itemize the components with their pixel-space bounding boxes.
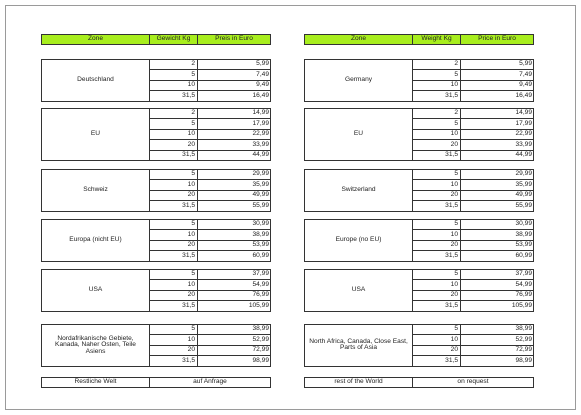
rate-row [150,119,270,129]
rate-row [413,356,533,365]
rate-row [413,170,533,180]
zone-column-header: Zone [42,35,150,44]
weight-cell: 10 [150,335,198,344]
rate-row [150,180,270,190]
price-cell: 52,99 [252,335,269,343]
price-cell: 98,99 [515,356,532,364]
weight-cell: 20 [150,346,198,355]
price-cell: 7,49 [256,70,269,78]
rate-row [413,70,533,80]
price-cell: 35,99 [515,180,532,188]
price-cell: 33,99 [515,140,532,148]
price-cell: 22,99 [515,130,532,138]
price-sheet [5,5,576,410]
price-cell: 33,99 [252,140,269,148]
rate-row [413,280,533,290]
rate-row [150,241,270,251]
price-column-header: Preis in Euro [215,35,253,43]
rate-row [150,325,270,335]
weight-cell: 10 [413,81,461,90]
zone-block [41,169,271,212]
zone-name: Europa (nicht EU) [42,220,150,261]
weight-cell: 5 [150,325,198,334]
rate-row [413,346,533,356]
zone-name: USA [305,270,413,311]
rate-rows [150,60,270,101]
weight-cell: 5 [150,270,198,279]
weight-cell: 31,5 [413,251,461,260]
price-cell: 30,99 [515,220,532,228]
zone-name: EU [305,109,413,160]
weight-cell: 10 [413,180,461,189]
rate-row [150,301,270,310]
weight-cell: 5 [413,325,461,334]
weight-cell: 31,5 [150,251,198,260]
rest-zone-name: Restliche Welt [42,378,150,387]
zone-name: Europe (no EU) [305,220,413,261]
rate-rows [413,170,533,211]
weight-cell: 20 [150,291,198,300]
zone-block [41,59,271,102]
weight-cell: 20 [413,291,461,300]
rate-row [150,230,270,240]
rate-row [150,109,270,119]
weight-cell: 31,5 [413,91,461,100]
price-cell: 44,99 [252,151,269,159]
price-column-header: Price in Euro [478,35,516,43]
rate-row [150,220,270,230]
price-cell: 16,49 [515,91,532,99]
price-cell: 16,49 [252,91,269,99]
weight-cell: 10 [413,280,461,289]
price-cell: 55,99 [252,201,269,209]
price-cell: 7,49 [519,70,532,78]
price-cell: 5,99 [256,60,269,68]
rate-row [413,325,533,335]
rest-of-world-row [304,377,534,388]
weight-cell: 31,5 [150,201,198,210]
weight-cell: 31,5 [413,201,461,210]
rate-row [150,201,270,210]
price-cell: 44,99 [515,151,532,159]
price-cell: 72,99 [252,346,269,354]
price-cell: 29,99 [515,170,532,178]
rate-row [150,151,270,160]
weight-cell: 2 [150,60,198,69]
rate-row [413,91,533,100]
price-cell: 14,99 [252,109,269,117]
rate-row [150,291,270,301]
rate-row [150,270,270,280]
price-cell: 38,99 [252,325,269,333]
weight-cell: 5 [150,170,198,179]
zone-block [41,269,271,312]
rate-row [150,335,270,345]
rest-zone-name: rest of the World [305,378,413,387]
zone-name: Schweiz [42,170,150,211]
weight-cell: 31,5 [413,301,461,310]
price-cell: 76,99 [515,291,532,299]
weight-cell: 10 [150,180,198,189]
weight-cell: 31,5 [150,91,198,100]
zone-block [41,108,271,161]
price-cell: 5,99 [519,60,532,68]
rate-row [413,301,533,310]
rate-rows [413,109,533,160]
price-cell: 60,99 [252,251,269,259]
price-cell: 49,99 [515,191,532,199]
rate-row [150,251,270,260]
rate-rows [413,325,533,366]
rest-of-world-row [41,377,271,388]
price-cell: 17,99 [515,119,532,127]
price-cell: 54,99 [252,280,269,288]
zone-name: Deutschland [42,60,150,101]
rate-row [150,81,270,91]
price-cell: 37,99 [515,270,532,278]
weight-cell: 10 [150,130,198,139]
weight-cell: 2 [150,109,198,118]
weight-cell: 20 [413,140,461,149]
rate-row [150,346,270,356]
table-header [304,34,534,45]
rate-row [150,60,270,70]
rate-row [150,170,270,180]
rate-row [413,191,533,201]
zone-name: Switzerland [305,170,413,211]
zone-block [304,169,534,212]
weight-cell: 5 [150,70,198,79]
rate-rows [150,270,270,311]
price-cell: 54,99 [515,280,532,288]
rate-row [150,70,270,80]
weight-cell: 20 [413,346,461,355]
weight-cell: 10 [150,230,198,239]
rate-row [413,201,533,210]
rate-row [413,60,533,70]
zone-block [304,269,534,312]
weight-cell: 20 [413,241,461,250]
weight-cell: 20 [150,191,198,200]
rate-row [150,280,270,290]
rate-row [413,119,533,129]
rate-row [413,230,533,240]
weight-cell: 5 [413,70,461,79]
zone-block [304,324,534,367]
price-cell: 76,99 [252,291,269,299]
price-cell: 29,99 [252,170,269,178]
price-cell: 37,99 [252,270,269,278]
price-cell: 49,99 [252,191,269,199]
rest-price-note: auf Anfrage [193,378,227,386]
weight-cell: 5 [413,220,461,229]
rate-row [413,130,533,140]
rate-row [413,335,533,345]
price-cell: 38,99 [252,230,269,238]
weight-cell: 31,5 [150,356,198,365]
zone-block [304,59,534,102]
zone-block [304,219,534,262]
rate-rows [150,220,270,261]
weight-cell: 20 [413,191,461,200]
price-cell: 53,99 [252,241,269,249]
rate-row [150,356,270,365]
rate-rows [413,220,533,261]
zone-block [41,219,271,262]
price-cell: 105,99 [511,301,532,309]
price-cell: 105,99 [248,301,269,309]
rate-row [413,251,533,260]
rate-row [150,140,270,150]
weight-cell: 31,5 [413,356,461,365]
price-cell: 9,49 [256,81,269,89]
zone-name: Germany [305,60,413,101]
zone-name: USA [42,270,150,311]
weight-cell: 5 [150,119,198,128]
weight-cell: 2 [413,60,461,69]
weight-cell: 2 [413,109,461,118]
price-cell: 17,99 [252,119,269,127]
weight-cell: 10 [413,230,461,239]
rate-row [150,191,270,201]
zone-name: North Africa, Canada, Close East, Parts of Asia [305,325,413,366]
rate-row [413,81,533,91]
price-cell: 52,99 [515,335,532,343]
weight-cell: 31,5 [150,301,198,310]
weight-cell: 20 [150,241,198,250]
rate-row [413,270,533,280]
price-cell: 14,99 [515,109,532,117]
price-cell: 55,99 [515,201,532,209]
rate-row [413,241,533,251]
rate-row [413,140,533,150]
rate-row [413,109,533,119]
weight-column-header: Weight Kg [413,35,461,44]
rate-row [413,180,533,190]
price-cell: 9,49 [519,81,532,89]
table-header [41,34,271,45]
price-cell: 72,99 [515,346,532,354]
price-cell: 22,99 [252,130,269,138]
rate-row [413,151,533,160]
weight-cell: 20 [150,140,198,149]
price-cell: 38,99 [515,325,532,333]
rate-row [150,130,270,140]
rate-row [413,291,533,301]
weight-cell: 5 [413,170,461,179]
rate-rows [150,109,270,160]
zone-column-header: Zone [305,35,413,44]
weight-cell: 10 [413,335,461,344]
weight-cell: 5 [413,270,461,279]
rate-row [413,220,533,230]
price-cell: 30,99 [252,220,269,228]
weight-cell: 10 [413,130,461,139]
rate-rows [150,170,270,211]
rate-rows [150,325,270,366]
weight-cell: 10 [150,81,198,90]
weight-cell: 31,5 [150,151,198,160]
weight-cell: 31,5 [413,151,461,160]
price-cell: 53,99 [515,241,532,249]
zone-block [304,108,534,161]
price-cell: 38,99 [515,230,532,238]
weight-cell: 10 [150,280,198,289]
rate-rows [413,270,533,311]
rate-rows [413,60,533,101]
zone-name: EU [42,109,150,160]
rate-row [150,91,270,100]
weight-cell: 5 [150,220,198,229]
zone-name: Nordafrikanische Gebiete, Kanada, Naher Osten, Teile Asiens [42,325,150,366]
zone-block [41,324,271,367]
weight-cell: 5 [413,119,461,128]
price-cell: 98,99 [252,356,269,364]
price-cell: 35,99 [252,180,269,188]
weight-column-header: Gewicht Kg [150,35,198,44]
rest-price-note: on request [457,378,489,386]
price-cell: 60,99 [515,251,532,259]
